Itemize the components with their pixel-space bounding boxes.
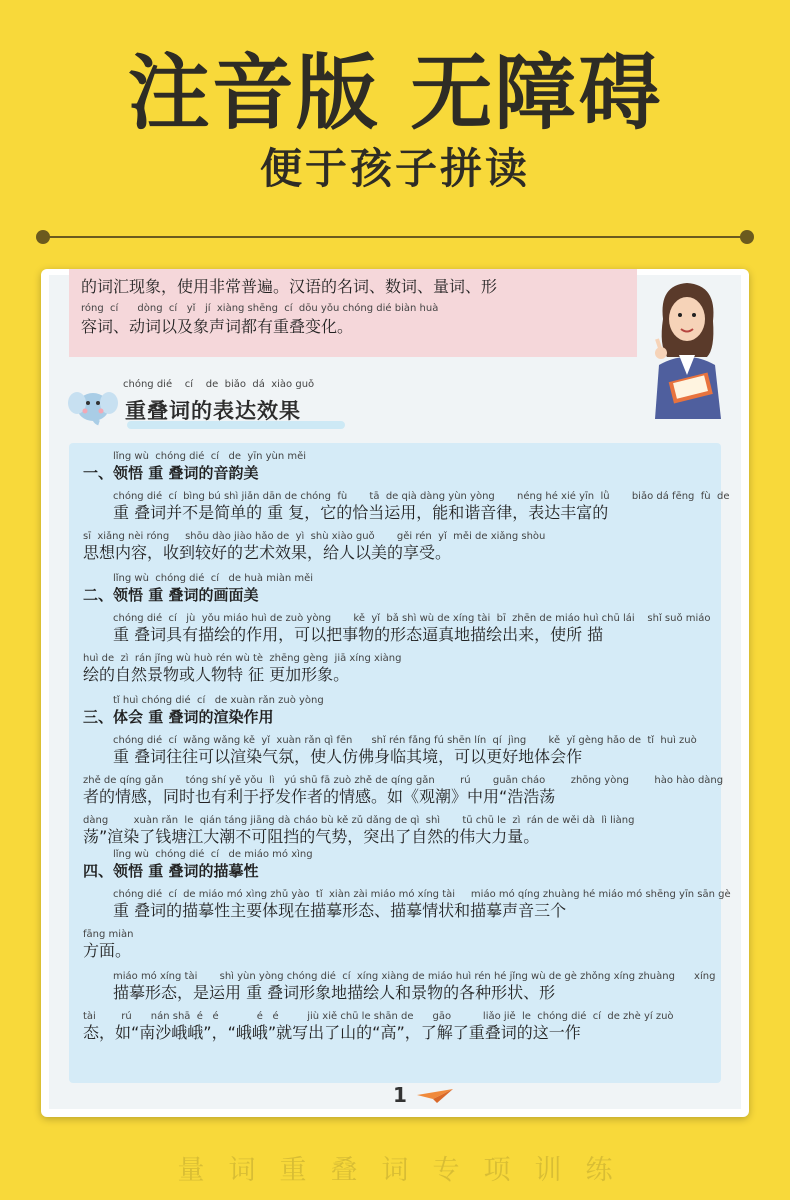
section-3-line-2: 者的情感，同时也有利于抒发作者的情感。如《观潮》中用“浩浩荡 [83, 787, 556, 806]
page-number: 1 [393, 1083, 407, 1107]
page-content [49, 275, 741, 1109]
section-2-line-2-pinyin: huì de zì rán jǐng wù huò rén wù tè zhēng gèng jiā xíng xiàng [83, 653, 402, 664]
section-3-line-3-pinyin: dàng xuàn rǎn le qián táng jiāng dà cháo bù kě zǔ dǎng de qì shì tū chū le zì rán de wěi dà lì liàng [83, 815, 635, 826]
section-4-line-1: 重 叠词的描摹性主要体现在描摹形态、描摹情状和描摹声音三个 [113, 901, 567, 920]
section-4-heading: 四、领悟 重 叠词的描摹性 [83, 862, 259, 880]
headline: 注音版 无障碍 [127, 46, 663, 141]
section-4-line-3-pinyin: miáo mó xíng tài shì yùn yòng chóng dié cí xíng xiàng de miáo huì rén hé jǐng wù de gè zhǒng xíng zhuàng xíng [113, 971, 716, 982]
section-2-line-2: 绘的自然景物或人物特 征 更加形象。 [83, 665, 350, 684]
book-page [41, 269, 749, 1117]
section-4-heading-pinyin: lǐng wù chóng dié cí de miáo mó xìng [113, 849, 313, 860]
footer-watermark: 量词重叠词专项训练 [177, 1155, 637, 1186]
section-1-line-1-pinyin: chóng dié cí bìng bú shì jiǎn dān de chóng fù tā de qià dàng yùn yòng néng hé xié yīn lǜ biǎo dá fēng fù de [113, 491, 730, 502]
section-3-line-1: 重 叠词往往可以渲染气氛，使人仿佛身临其境，可以更好地体会作 [113, 747, 583, 766]
section-4-line-2-pinyin: fāng miàn [83, 929, 134, 940]
section-title-block [67, 377, 367, 437]
section-3-line-3: 荡”渲染了钱塘江大潮不可阻挡的气势，突出了自然的伟大力量。 [83, 827, 540, 846]
teacher-illustration-icon [641, 279, 733, 419]
section-2-line-1-pinyin: chóng dié cí jù yǒu miáo huì de zuò yòng kě yǐ bǎ shì wù de xíng tài bī zhēn de miáo huì chū lái shǐ suǒ miáo [113, 613, 711, 624]
subline: 便于孩子拼读 [259, 144, 530, 193]
content-box [69, 443, 731, 1083]
section-3-heading: 三、体会 重 叠词的渲染作用 [83, 708, 274, 726]
section-1-line-1: 重 叠词并不是简单的 重 复，它的恰当运用，能和谐音律，表达丰富的 [113, 503, 609, 522]
section-4-line-1-pinyin: chóng dié cí de miáo mó xìng zhǔ yào tǐ xiàn zài miáo mó xíng tài miáo mó qíng zhuàng hé miáo mó shēng yīn sān gè [113, 889, 731, 900]
section-4-line-3: 描摹形态，是运用 重 叠词形象地描绘人和景物的各种形状、形 [113, 983, 556, 1002]
section-1-line-2-pinyin: sī xiǎng nèi róng shōu dào jiào hǎo de yì shù xiào guǒ gěi rén yǐ měi de xiǎng shòu [83, 531, 546, 542]
section-3-line-2-pinyin: zhě de qíng gǎn tóng shí yě yǒu lì yú shū fā zuò zhě de qíng gǎn rú guān cháo zhōng yòng hào hào dàng [83, 775, 724, 786]
section-title-pinyin: chóng dié cí de biǎo dá xiào guǒ [123, 379, 315, 390]
section-4-line-2: 方面。 [83, 941, 132, 960]
section-1-line-2: 思想内容，收到较好的艺术效果，给人以美的享受。 [83, 543, 452, 562]
intro-line-2: 容词、动词以及象声词都有重叠变化。 [81, 317, 354, 336]
section-1-heading-pinyin: lǐng wù chóng dié cí de yīn yùn měi [113, 451, 307, 462]
section-2-heading: 二、领悟 重 叠词的画面美 [83, 586, 259, 604]
section-4-line-4: 态，如“南沙峨峨”，“峨峨”就写出了山的“高”，了解了重叠词的这一作 [83, 1023, 581, 1042]
section-3-heading-pinyin: tǐ huì chóng dié cí de xuàn rǎn zuò yòng [113, 695, 324, 706]
divider-dot-left [36, 230, 50, 244]
section-1-heading: 一、领悟 重 叠词的音韵美 [83, 464, 259, 482]
intro-line-2-pinyin: róng cí dòng cí yǐ jí xiàng shēng cí dōu yǒu chóng dié biàn huà [81, 303, 439, 314]
elephant-icon [67, 383, 119, 427]
intro-box [69, 269, 637, 357]
section-title: 重叠词的表达效果 [125, 399, 301, 423]
section-2-line-1: 重 叠词具有描绘的作用，可以把事物的形态逼真地描绘出来，使所 描 [113, 625, 604, 644]
section-2-heading-pinyin: lǐng wù chóng dié cí de huà miàn měi [113, 573, 314, 584]
section-4-line-4-pinyin: tài rú nán shā é é é é jiù xiě chū le shān de gāo liǎo jiě le chóng dié cí de zhè yí zuò [83, 1011, 674, 1022]
divider [44, 236, 746, 238]
paper-plane-icon [415, 1085, 455, 1105]
divider-dot-right [740, 230, 754, 244]
section-3-line-1-pinyin: chóng dié cí wǎng wǎng kě yǐ xuàn rǎn qì fēn shǐ rén fǎng fú shēn lín qí jìng kě yǐ gèng hǎo de tǐ huì zuò [113, 735, 697, 746]
intro-line-1: 的词汇现象，使用非常普遍。汉语的名词、数词、量词、形 [81, 277, 498, 296]
